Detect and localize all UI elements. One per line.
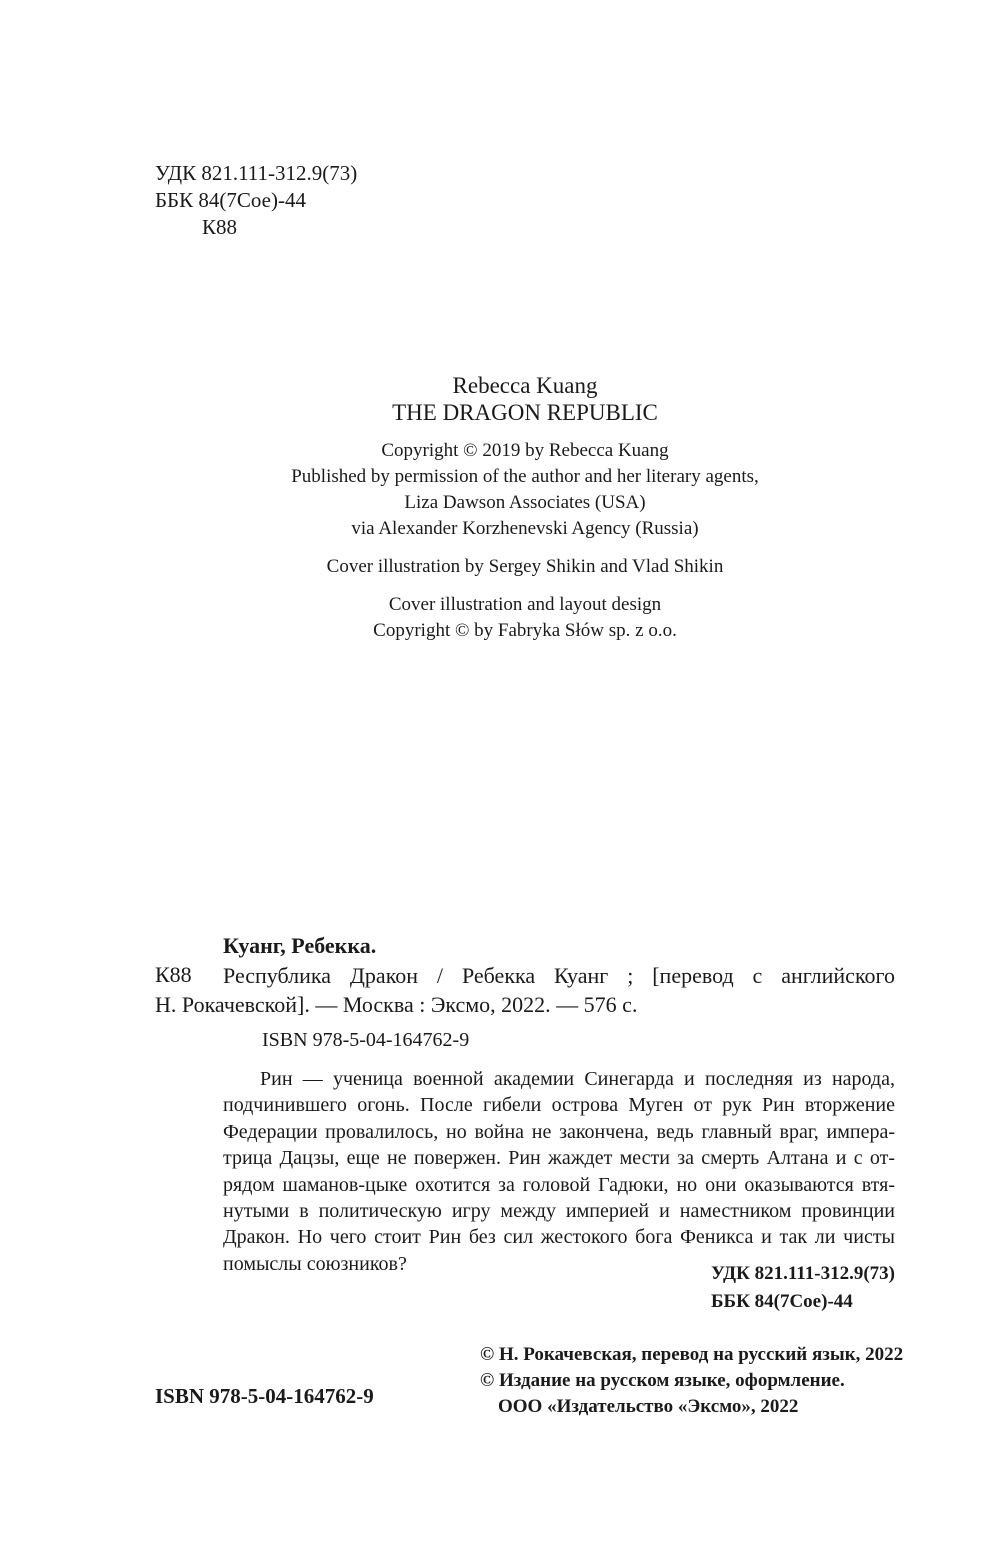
annotation-line: Федерации провалилось, но война не закончена, ведь главный враг, импера- [223, 1120, 895, 1143]
catalog-author-sign: К88 [155, 962, 192, 987]
bottom-udk-code: УДК 821.111-312.9(73) [710, 1263, 895, 1284]
cover-illustration-credit: Cover illustration by Sergey Shikin and Vlad Shikin [326, 556, 724, 577]
catalog-description-line-2: Н. Рокачевской]. — Москва : Эксмо, 2022. — 576 с. [155, 992, 638, 1017]
russian-copyright-block [480, 1342, 903, 1420]
annotation-line: подчинившего огонь. После гибели острова Муген от рук Рин вторжение [223, 1094, 895, 1117]
cover-layout-credit: Cover illustration and layout design [388, 594, 662, 615]
top-bbk-code: ББК 84(7Сое)-44 [155, 188, 306, 212]
edition-copyright: © Издание на русском языке, оформление. [480, 1370, 845, 1391]
top-classification-block [155, 160, 357, 241]
original-rights-block [0, 372, 1000, 644]
book-annotation [223, 1066, 895, 1277]
catalog-isbn: ISBN 978-5-04-164762-9 [262, 1029, 470, 1051]
annotation-line: Дракон. Но чего стоит Рин без сил жестокого бога Феникса и так ли чисты [223, 1226, 895, 1249]
annotation-line: нутыми в политическую игру между империей и наместником провинции [223, 1200, 895, 1223]
translation-copyright: © Н. Рокачевская, перевод на русский язык, 2022 [480, 1344, 904, 1365]
catalog-author-heading: Куанг, Ребекка. [223, 933, 377, 958]
agency-line-1: Liza Dawson Associates (USA) [404, 492, 646, 513]
annotation-line: рядом шаманов-цыке охотится за головой Гадюки, но они оказываются втя- [223, 1173, 895, 1196]
agency-line-2: via Alexander Korzhenevski Agency (Russia) [351, 518, 699, 539]
annotation-line: помыслы союзников? [223, 1252, 407, 1275]
bottom-classification-block [711, 1260, 895, 1316]
annotation-line: Рин — ученица военной академии Синегарда и последняя из народа, [260, 1068, 895, 1090]
original-author: Rebecca Kuang [452, 373, 598, 398]
top-udk-code: УДК 821.111-312.9(73) [155, 161, 358, 185]
annotation-line: трица Дацзы, еще не повержен. Рин жаждет мести за смерть Алтана и с от- [223, 1147, 895, 1170]
isbn-number: ISBN 978-5-04-164762-9 [155, 1384, 374, 1408]
published-by-line: Published by permission of the author and her literary agents, [291, 466, 759, 487]
publisher-copyright: ООО «Издательство «Эксмо», 2022 [498, 1396, 799, 1417]
top-author-sign: К88 [202, 215, 238, 239]
catalog-description-line-1: Республика Дракон / Ребекка Куанг ; [перевод с английского [223, 963, 895, 988]
bottom-bbk-code: ББК 84(7Сое)-44 [710, 1291, 853, 1312]
original-title: THE DRAGON REPUBLIC [392, 400, 658, 425]
cover-copyright: Copyright © by Fabryka Słów sp. z o.o. [373, 620, 677, 641]
original-copyright: Copyright © 2019 by Rebecca Kuang [381, 440, 669, 461]
